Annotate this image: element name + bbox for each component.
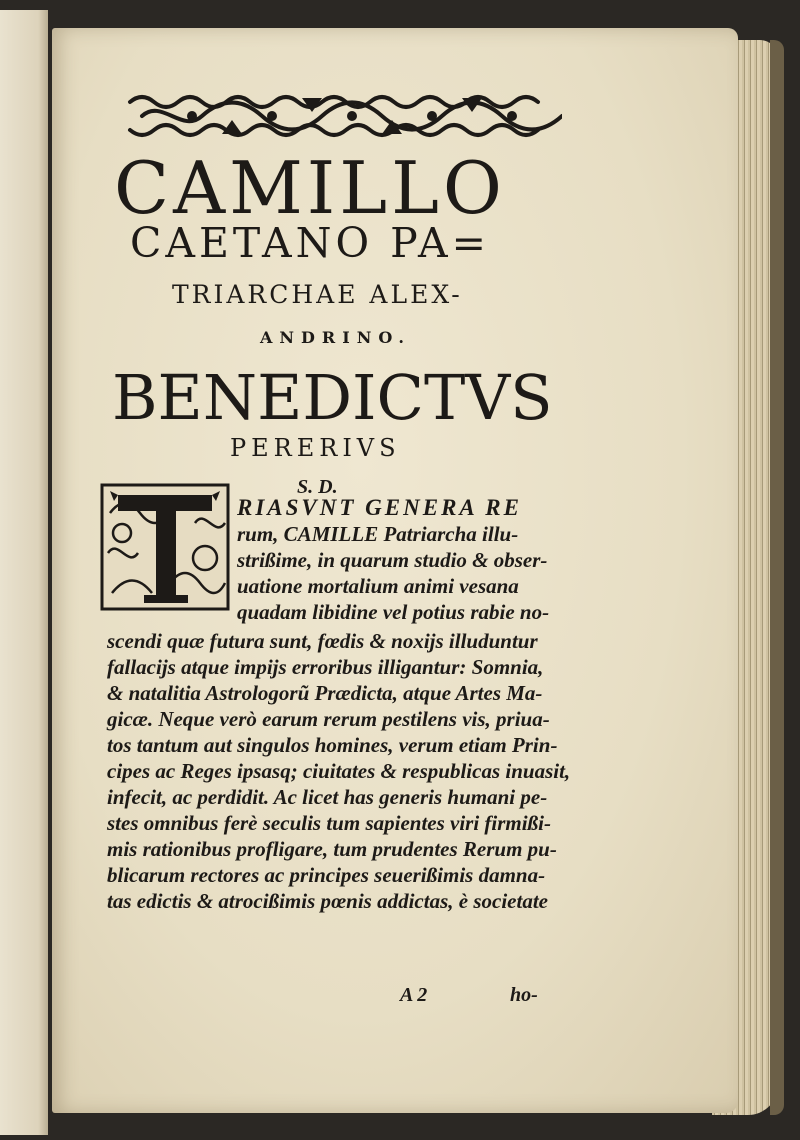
body-line: stes omnibus ferè seculis tum sapientes viri firmißi- bbox=[107, 811, 551, 835]
signature-mark: A 2 bbox=[400, 984, 428, 1006]
book-page bbox=[52, 28, 738, 1113]
previous-page-edge bbox=[0, 10, 48, 1135]
heading-pererivs: PERERIVS bbox=[230, 434, 401, 462]
page-block-shadow bbox=[770, 40, 784, 1115]
body-line: infecit, ac perdidit. Ac licet has generis humani pe- bbox=[107, 785, 548, 809]
body-line: blicarum rectores ac principes seuerißimis damna- bbox=[107, 863, 546, 887]
catchword: ho- bbox=[510, 984, 538, 1006]
heading-triarchae: TRIARCHAE ALEX- bbox=[172, 280, 463, 309]
body-line: fallacijs atque impijs erroribus illigantur: Somnia, bbox=[107, 655, 544, 679]
headpiece-ornament bbox=[122, 90, 562, 142]
body-line: tas edictis & atrocißimis pœnis addictas, è societate bbox=[107, 889, 548, 913]
body-line: quadam libidine vel potius rabie no- bbox=[237, 600, 550, 624]
body-line: scendi quæ futura sunt, fœdis & noxijs illuduntur bbox=[107, 629, 538, 653]
body-line: tos tantum aut singulos homines, verum etiam Prin- bbox=[107, 733, 558, 757]
body-line: & natalitia Astrologorũ Prædicta, atque Artes Ma- bbox=[107, 681, 543, 705]
heading-andrino: ANDRINO. bbox=[260, 328, 411, 347]
body-line: mis rationibus profligare, tum prudentes Rerum pu- bbox=[107, 837, 557, 861]
body-line: rum, CAMILLE Patriarcha illu- bbox=[237, 522, 519, 546]
body-line: uatione mortalium animi vesana bbox=[237, 574, 519, 598]
body-line: strißime, in quarum studio & obser- bbox=[237, 548, 548, 572]
heading-camillo: CAMILLO bbox=[114, 146, 506, 230]
body-line: cipes ac Reges ipsasq; ciuitates & respublicas inuasit, bbox=[107, 759, 571, 783]
body-line: RIASVNT GENERA RE bbox=[237, 495, 522, 520]
heading-caetano: CAETANO PA= bbox=[130, 219, 490, 267]
heading-salutation: S. D. bbox=[297, 476, 338, 498]
body-line: gicæ. Neque verò earum rerum pestilens vis, priua- bbox=[107, 707, 550, 731]
heading-benedictvs: BENEDICTVS bbox=[112, 361, 553, 434]
decorated-initial-t bbox=[100, 483, 230, 611]
